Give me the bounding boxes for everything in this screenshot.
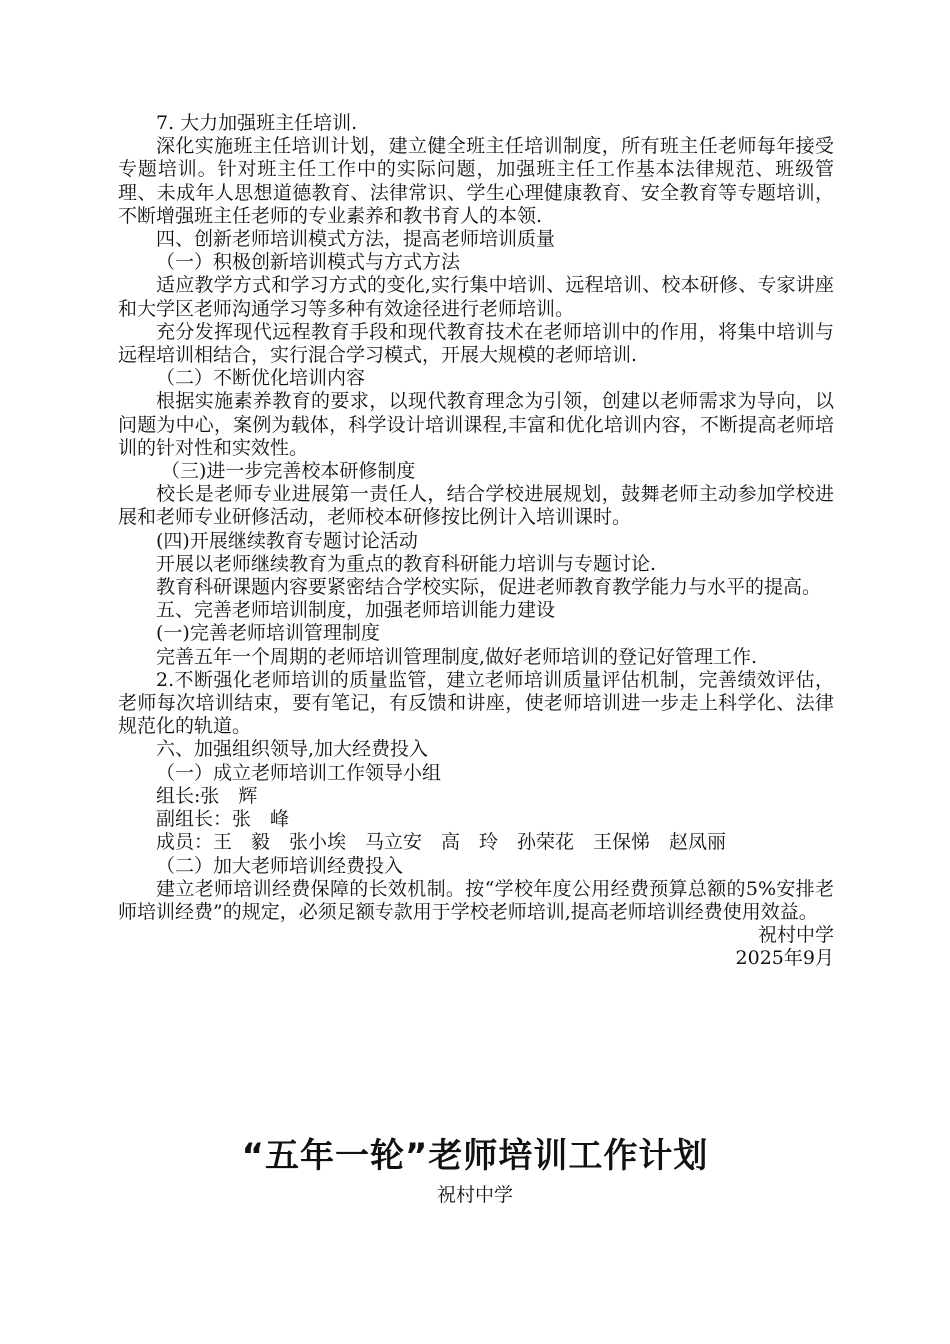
- subsection-heading: （二）不断优化培训内容: [156, 367, 366, 390]
- subsection-heading: (一)完善老师培训管理制度: [156, 622, 380, 645]
- subsection-heading: (四)开展继续教育专题讨论活动: [156, 529, 418, 552]
- subsection-heading: （二）加大老师培训经费投入: [156, 854, 404, 877]
- body-paragraph: 2.不断强化老师培训的质量监管，建立老师培训质量评估机制，完善绩效评估，老师每次培训结束，要有笔记，有反馈和讲座，使老师培训进一步走上科学化、法律规范化的轨道。: [118, 668, 834, 738]
- body-paragraph: 充分发挥现代远程教育手段和现代教育技术在老师培训中的作用，将集中培训与远程培训相结合，实行混合学习模式，开展大规模的老师培训.: [118, 320, 834, 367]
- subsection-heading: （一）成立老师培训工作领导小组: [156, 761, 442, 784]
- subsection-heading: （一）积极创新培训模式与方式方法: [156, 251, 461, 274]
- members-line: 成员：王 毅 张小埃 马立安 高 玲 孙荣花 王保悌 赵凤丽: [156, 831, 727, 854]
- subsection-heading: （三)进一步完善校本研修制度: [161, 460, 416, 483]
- body-paragraph: 建立老师培训经费保障的长效机制。按“学校年度公用经费预算总额的5%安排老师培训经费”的规定，必须足额专款用于学校老师培训,提高老师培训经费使用效益。: [118, 877, 834, 923]
- body-paragraph: 根据实施素养教育的要求，以现代教育理念为引领，创建以老师需求为导向，以问题为中心，案例为载体，科学设计培训课程,丰富和优化培训内容，不断提高老师培训的针对性和实效性。: [118, 390, 834, 459]
- section-heading-7: 7. 大力加强班主任培训.: [156, 112, 358, 134]
- body-paragraph: 适应教学方式和学习方式的变化,实行集中培训、远程培训、校本研修、专家讲座和大学区老师沟通学习等多种有效途径进行老师培训。: [118, 274, 834, 320]
- body-paragraph: 开展以老师继续教育为重点的教育科研能力培训与专题讨论.: [156, 552, 657, 575]
- section-heading-5: 五、完善老师培训制度，加强老师培训能力建设: [156, 599, 556, 622]
- body-paragraph: 深化实施班主任培训计划，建立健全班主任培训制度，所有班主任老师每年接受专题培训。针对班主任工作中的实际问题，加强班主任工作基本法律规范、班级管理、未成年人思想道德教育、法律常识、学生心理健康教育、安全教育等专题培训，不断增强班主任老师的专业素养和教书育人的本领.: [118, 135, 834, 227]
- body-paragraph: 教育科研课题内容要紧密结合学校实际，促进老师教育教学能力与水平的提高。: [156, 576, 822, 599]
- signoff-school: 祝村中学: [757, 924, 834, 947]
- document-body: [118, 112, 834, 971]
- body-paragraph: 完善五年一个周期的老师培训管理制度,做好老师培训的登记好管理工作.: [156, 645, 758, 668]
- signoff-date: 2025年9月: [735, 947, 834, 970]
- deputy-leader-line: 副组长：张 峰: [156, 808, 290, 831]
- document-title: “五年一轮”老师培训工作计划: [241, 1136, 709, 1176]
- section-heading-6: 六、加强组织领导,加大经费投入: [156, 738, 429, 761]
- body-paragraph: 校长是老师专业进展第一责任人，结合学校进展规划，鼓舞老师主动参加学校进展和老师专业研修活动，老师校本研修按比例计入培训课时。: [118, 483, 834, 529]
- section-heading-4: 四、创新老师培训模式方法，提高老师培训质量: [156, 228, 556, 251]
- group-leader-line: 组长:张 辉: [156, 784, 258, 807]
- document-subtitle: 祝村中学: [436, 1184, 513, 1206]
